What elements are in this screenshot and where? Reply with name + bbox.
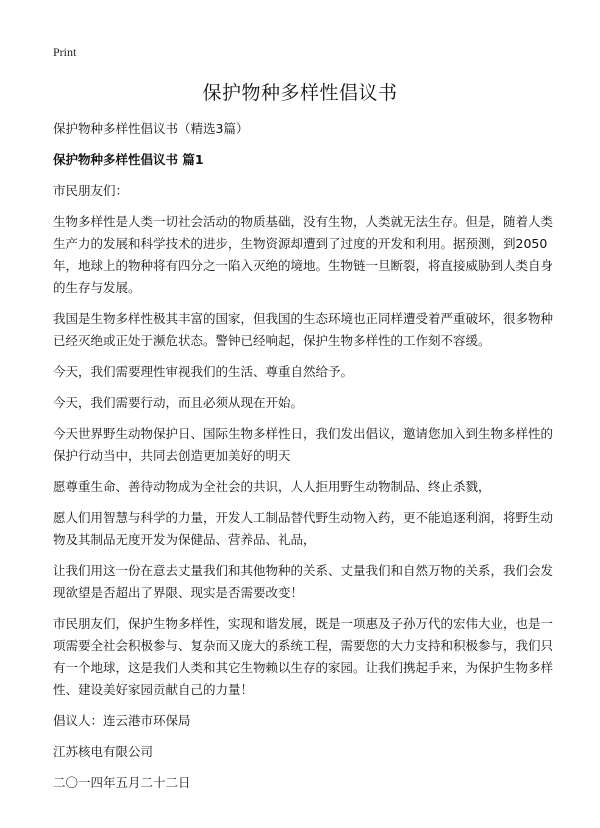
section-heading: 保护物种多样性倡议书 篇1	[53, 152, 204, 167]
document-date: 二〇一四年五月二十二日	[53, 775, 191, 790]
salutation: 市民朋友们：	[53, 183, 129, 198]
paragraph: 今天，我们需要行动，而且必须从现在开始。	[53, 395, 304, 410]
paragraph: 今天，我们需要理性审视我们的生活、尊重自然给予。	[53, 364, 354, 379]
document-body	[53, 118, 553, 803]
paragraph: 生物多样性是人类一切社会活动的物质基础，没有生物，人类就无法生存。但是，随着人类生产力的发展和科学技术的进步，生物资源却遭到了过度的开发和利用。据预测，到2050年，地球上的物种将有四分之一陷入灭绝的境地。生物链一旦断裂，将直接威胁到人类自身的生存与发展。	[53, 214, 554, 295]
page-title: 保护物种多样性倡议书	[202, 82, 398, 104]
signatory: 倡议人：连云港市环保局	[53, 713, 191, 728]
paragraph: 愿尊重生命、善待动物成为全社会的共识，人人拒用野生动物制品、终止杀戮，	[53, 479, 491, 494]
paragraph: 市民朋友们，保护生物多样性，实现和谐发展，既是一项惠及子孙万代的宏伟大业，也是一项需要全社会积极参与、复杂而又庞大的系统工程，需要您的大力支持和积极参与，我们只有一个地球，这是我们人类和其它生物赖以生存的家园。让我们携起手来，为保护生物多样性、建设美好家园贡献自己的力量！	[53, 616, 554, 697]
co-signatory: 江苏核电有限公司	[53, 744, 154, 759]
paragraph: 让我们用这一份在意去丈量我们和其他物种的关系、丈量我们和自然万物的关系，我们会发现欲望是否超出了界限、现实是否需要改变！	[53, 563, 554, 600]
print-link[interactable]: Print	[53, 45, 77, 59]
paragraph: 我国是生物多样性极其丰富的国家，但我国的生态环境也正同样遭受着严重破坏，很多物种已经灭绝或正处于濒危状态。警钟已经响起，保护生物多样性的工作刻不容缓。	[53, 311, 554, 348]
paragraph: 今天世界野生动物保护日、国际生物多样性日，我们发出倡议，邀请您加入到生物多样性的保护行动当中，共同去创造更加美好的明天	[53, 426, 554, 463]
document-subtitle: 保护物种多样性倡议书（精选3篇）	[53, 121, 249, 136]
paragraph: 愿人们用智慧与科学的力量，开发人工制品替代野生动物入药，更不能追逐利润，将野生动物及其制品无度开发为保健品、营养品、礼品，	[53, 510, 554, 547]
